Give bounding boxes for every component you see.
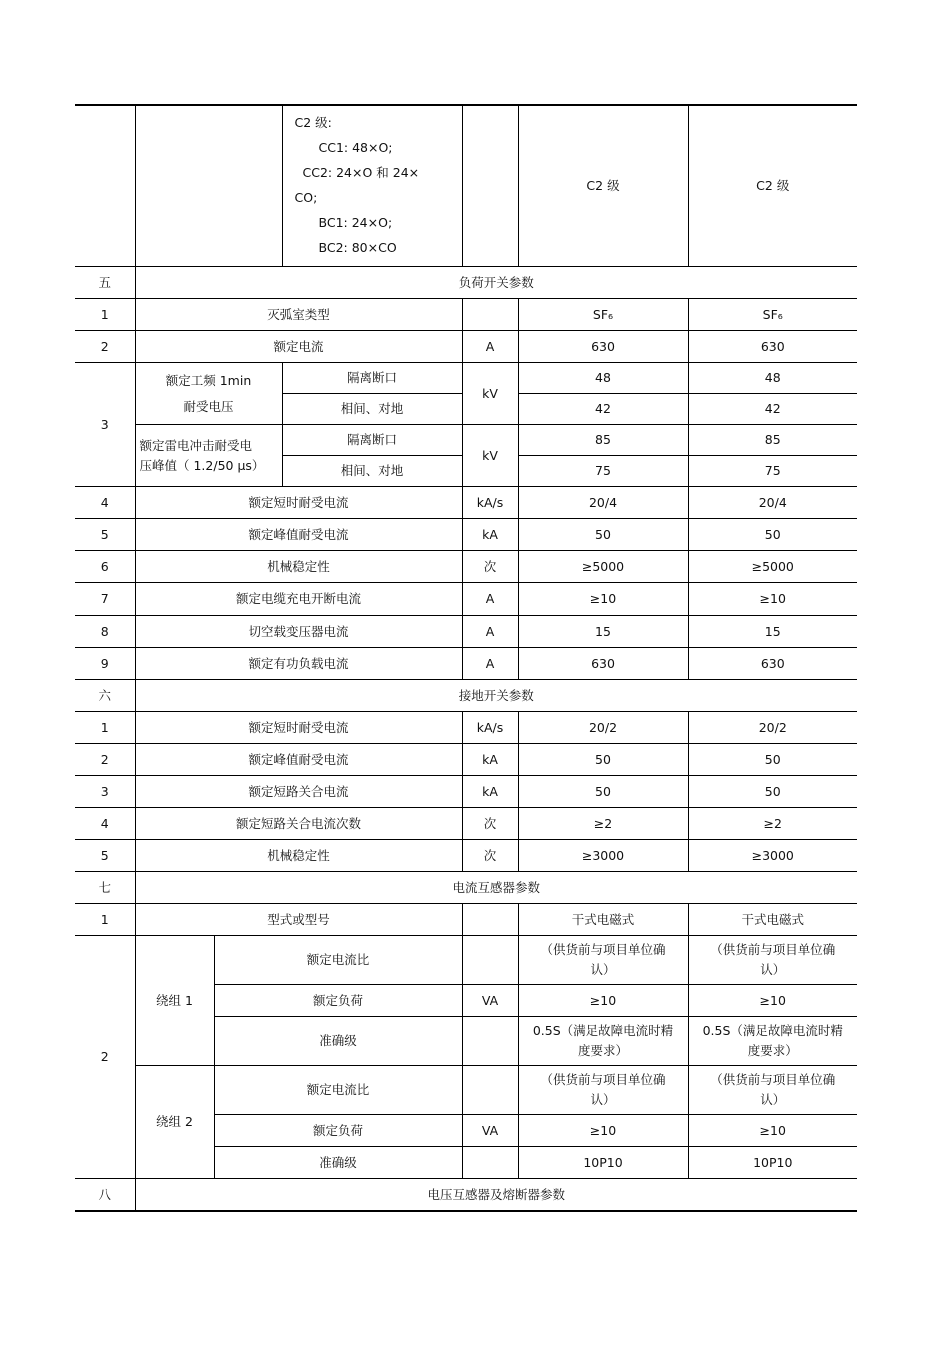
section-number: 五 [75, 267, 135, 299]
param-value-2: ≥10 [688, 1115, 857, 1147]
row-number: 9 [75, 648, 135, 680]
param-name: 额定峰值耐受电流 [135, 519, 462, 551]
lightning-label-line1: 额定雷电冲击耐受电 [139, 437, 253, 453]
param-value-2: 48 [688, 363, 857, 394]
param-unit [462, 299, 518, 331]
param-value-1: 15 [518, 616, 688, 648]
param-value-1: 50 [518, 744, 688, 776]
cell-unit [462, 105, 518, 267]
param-value-1: 630 [518, 648, 688, 680]
param-value-1: 85 [518, 425, 688, 456]
cell-empty [75, 105, 135, 267]
param-value-2: 20/2 [688, 712, 857, 744]
param-unit: kA [462, 776, 518, 808]
table-row [75, 487, 857, 519]
power-freq-label-line2: 耐受电压 [183, 398, 234, 414]
row-number: 3 [75, 776, 135, 808]
row-number: 2 [75, 744, 135, 776]
param-value-2: 85 [688, 425, 857, 456]
value-line: 0.5S（满足故障电流时精 [532, 1023, 674, 1038]
section-header [75, 680, 857, 712]
param-value-1: 50 [518, 776, 688, 808]
param-value-2: 20/4 [688, 487, 857, 519]
param-unit [462, 1066, 518, 1115]
row-number: 3 [75, 363, 135, 487]
param-value-2: SF₆ [688, 299, 857, 331]
table-row [75, 299, 857, 331]
param-name: 额定电流 [135, 331, 462, 363]
section-title: 电流互感器参数 [135, 872, 857, 904]
param-value-1: ≥2 [518, 808, 688, 840]
value-line: （供货前与项目单位确 [540, 942, 666, 957]
c2-cc1: CC1: 48×O; [318, 140, 393, 155]
lightning-impulse-label [135, 425, 282, 487]
row-number: 5 [75, 840, 135, 872]
param-value-2: 干式电磁式 [688, 904, 857, 936]
param-unit: A [462, 648, 518, 680]
param-name: 机械稳定性 [135, 840, 462, 872]
value-line: （供货前与项目单位确 [540, 1072, 666, 1087]
value-line: 0.5S（满足故障电流时精 [702, 1023, 843, 1038]
sub-param-name: 额定电流比 [214, 936, 462, 985]
param-name: 切空载变压器电流 [135, 616, 462, 648]
param-unit: 次 [462, 840, 518, 872]
param-value-1: 20/4 [518, 487, 688, 519]
param-value-2: 10P10 [688, 1147, 857, 1179]
param-unit: A [462, 583, 518, 616]
table-row [75, 904, 857, 936]
cell-value-1: C2 级 [518, 105, 688, 267]
value-line: 认） [590, 1092, 616, 1107]
param-value-2: 50 [688, 519, 857, 551]
param-value-2: ≥3000 [688, 840, 857, 872]
param-value-2: 42 [688, 394, 857, 425]
param-value-2 [688, 936, 857, 985]
param-name: 额定短路关合电流 [135, 776, 462, 808]
param-name: 额定电缆充电开断电流 [135, 583, 462, 616]
param-name: 灭弧室类型 [135, 299, 462, 331]
param-value-2: 75 [688, 456, 857, 487]
table-row [75, 744, 857, 776]
row-number: 7 [75, 583, 135, 616]
param-value-1 [518, 1066, 688, 1115]
table-row [75, 936, 857, 985]
section-number: 七 [75, 872, 135, 904]
param-value-1: 20/2 [518, 712, 688, 744]
param-name: 额定短时耐受电流 [135, 487, 462, 519]
sub-param-name: 准确级 [214, 1017, 462, 1066]
value-line: 度要求） [747, 1043, 798, 1058]
table-row [75, 712, 857, 744]
param-value-1: 42 [518, 394, 688, 425]
sub-param-name: 相间、对地 [282, 394, 462, 425]
sub-param-name: 准确级 [214, 1147, 462, 1179]
param-unit: kA [462, 519, 518, 551]
param-name: 型式或型号 [135, 904, 462, 936]
param-unit: kV [462, 425, 518, 487]
row-number: 2 [75, 331, 135, 363]
row-number: 1 [75, 299, 135, 331]
param-value-2: 630 [688, 331, 857, 363]
row-number: 8 [75, 616, 135, 648]
param-unit: kA/s [462, 487, 518, 519]
param-unit: VA [462, 985, 518, 1017]
c2-class-spec [282, 105, 462, 267]
param-value-1: 干式电磁式 [518, 904, 688, 936]
param-value-2: ≥5000 [688, 551, 857, 583]
row-number: 4 [75, 487, 135, 519]
section-header [75, 872, 857, 904]
power-freq-label-line1: 额定工频 1min [165, 372, 252, 388]
cell-empty [135, 105, 282, 267]
table-row [75, 1066, 857, 1115]
sub-param-name: 隔离断口 [282, 363, 462, 394]
row-number: 4 [75, 808, 135, 840]
table-row [75, 616, 857, 648]
power-freq-label [135, 363, 282, 425]
param-unit: kA/s [462, 712, 518, 744]
table-row [75, 583, 857, 616]
value-line: 认） [590, 962, 616, 977]
table-row [75, 331, 857, 363]
param-value-1: ≥3000 [518, 840, 688, 872]
param-name: 机械稳定性 [135, 551, 462, 583]
param-unit [462, 1017, 518, 1066]
sub-param-name: 隔离断口 [282, 425, 462, 456]
param-value-2: ≥10 [688, 583, 857, 616]
param-unit: 次 [462, 808, 518, 840]
param-name: 额定有功负载电流 [135, 648, 462, 680]
section-header [75, 267, 857, 299]
param-value-1 [518, 936, 688, 985]
param-unit [462, 904, 518, 936]
table-row [75, 363, 857, 394]
cell-value-2: C2 级 [688, 105, 857, 267]
section-title: 接地开关参数 [135, 680, 857, 712]
section-number: 八 [75, 1179, 135, 1212]
table-row [75, 776, 857, 808]
table-row [75, 648, 857, 680]
sub-param-name: 额定负荷 [214, 1115, 462, 1147]
table-row [75, 840, 857, 872]
param-value-1: 10P10 [518, 1147, 688, 1179]
value-line: 认） [760, 1092, 786, 1107]
param-name: 额定短路关合电流次数 [135, 808, 462, 840]
param-unit [462, 1147, 518, 1179]
param-value-1: ≥10 [518, 1115, 688, 1147]
table-row [75, 519, 857, 551]
param-value-2: ≥2 [688, 808, 857, 840]
c2-bc2: BC2: 80×CO [318, 240, 397, 255]
param-unit [462, 936, 518, 985]
value-line: （供货前与项目单位确 [710, 942, 836, 957]
sub-param-name: 额定电流比 [214, 1066, 462, 1115]
param-value-2: 630 [688, 648, 857, 680]
param-name: 额定峰值耐受电流 [135, 744, 462, 776]
param-value-2 [688, 1066, 857, 1115]
param-value-1: ≥10 [518, 985, 688, 1017]
param-value-1: 630 [518, 331, 688, 363]
lightning-label-line2: 压峰值（ 1.2/50 μs） [139, 457, 265, 473]
row-number: 1 [75, 712, 135, 744]
row-number: 5 [75, 519, 135, 551]
param-value-2: 50 [688, 776, 857, 808]
section-header [75, 1179, 857, 1212]
row-number: 1 [75, 904, 135, 936]
param-unit: kA [462, 744, 518, 776]
param-value-1: ≥5000 [518, 551, 688, 583]
value-line: 认） [760, 962, 786, 977]
c2-head: C2 级: [294, 115, 332, 130]
param-value-1: 75 [518, 456, 688, 487]
table-row [75, 808, 857, 840]
param-unit: kV [462, 363, 518, 425]
param-value-2: 50 [688, 744, 857, 776]
param-value-2: ≥10 [688, 985, 857, 1017]
table-row [75, 425, 857, 456]
c2-cc2-cont: CO; [294, 190, 318, 205]
sub-param-name: 相间、对地 [282, 456, 462, 487]
winding-label: 绕组 2 [135, 1066, 214, 1179]
param-value-1: 50 [518, 519, 688, 551]
param-unit: VA [462, 1115, 518, 1147]
parameter-table [75, 104, 857, 1212]
c2-bc1: BC1: 24×O; [318, 215, 393, 230]
param-value-2 [688, 1017, 857, 1066]
param-unit: A [462, 616, 518, 648]
c2-class-row [75, 105, 857, 267]
param-value-1: SF₆ [518, 299, 688, 331]
param-unit: A [462, 331, 518, 363]
value-line: 度要求） [577, 1043, 628, 1058]
row-number: 2 [75, 936, 135, 1179]
param-value-2: 15 [688, 616, 857, 648]
param-unit: 次 [462, 551, 518, 583]
param-value-1 [518, 1017, 688, 1066]
table-row [75, 551, 857, 583]
winding-label: 绕组 1 [135, 936, 214, 1066]
param-value-1: 48 [518, 363, 688, 394]
section-number: 六 [75, 680, 135, 712]
row-number: 6 [75, 551, 135, 583]
section-title: 负荷开关参数 [135, 267, 857, 299]
value-line: （供货前与项目单位确 [710, 1072, 836, 1087]
sub-param-name: 额定负荷 [214, 985, 462, 1017]
param-name: 额定短时耐受电流 [135, 712, 462, 744]
section-title: 电压互感器及熔断器参数 [135, 1179, 857, 1212]
c2-cc2: CC2: 24×O 和 24× [302, 165, 420, 180]
param-value-1: ≥10 [518, 583, 688, 616]
